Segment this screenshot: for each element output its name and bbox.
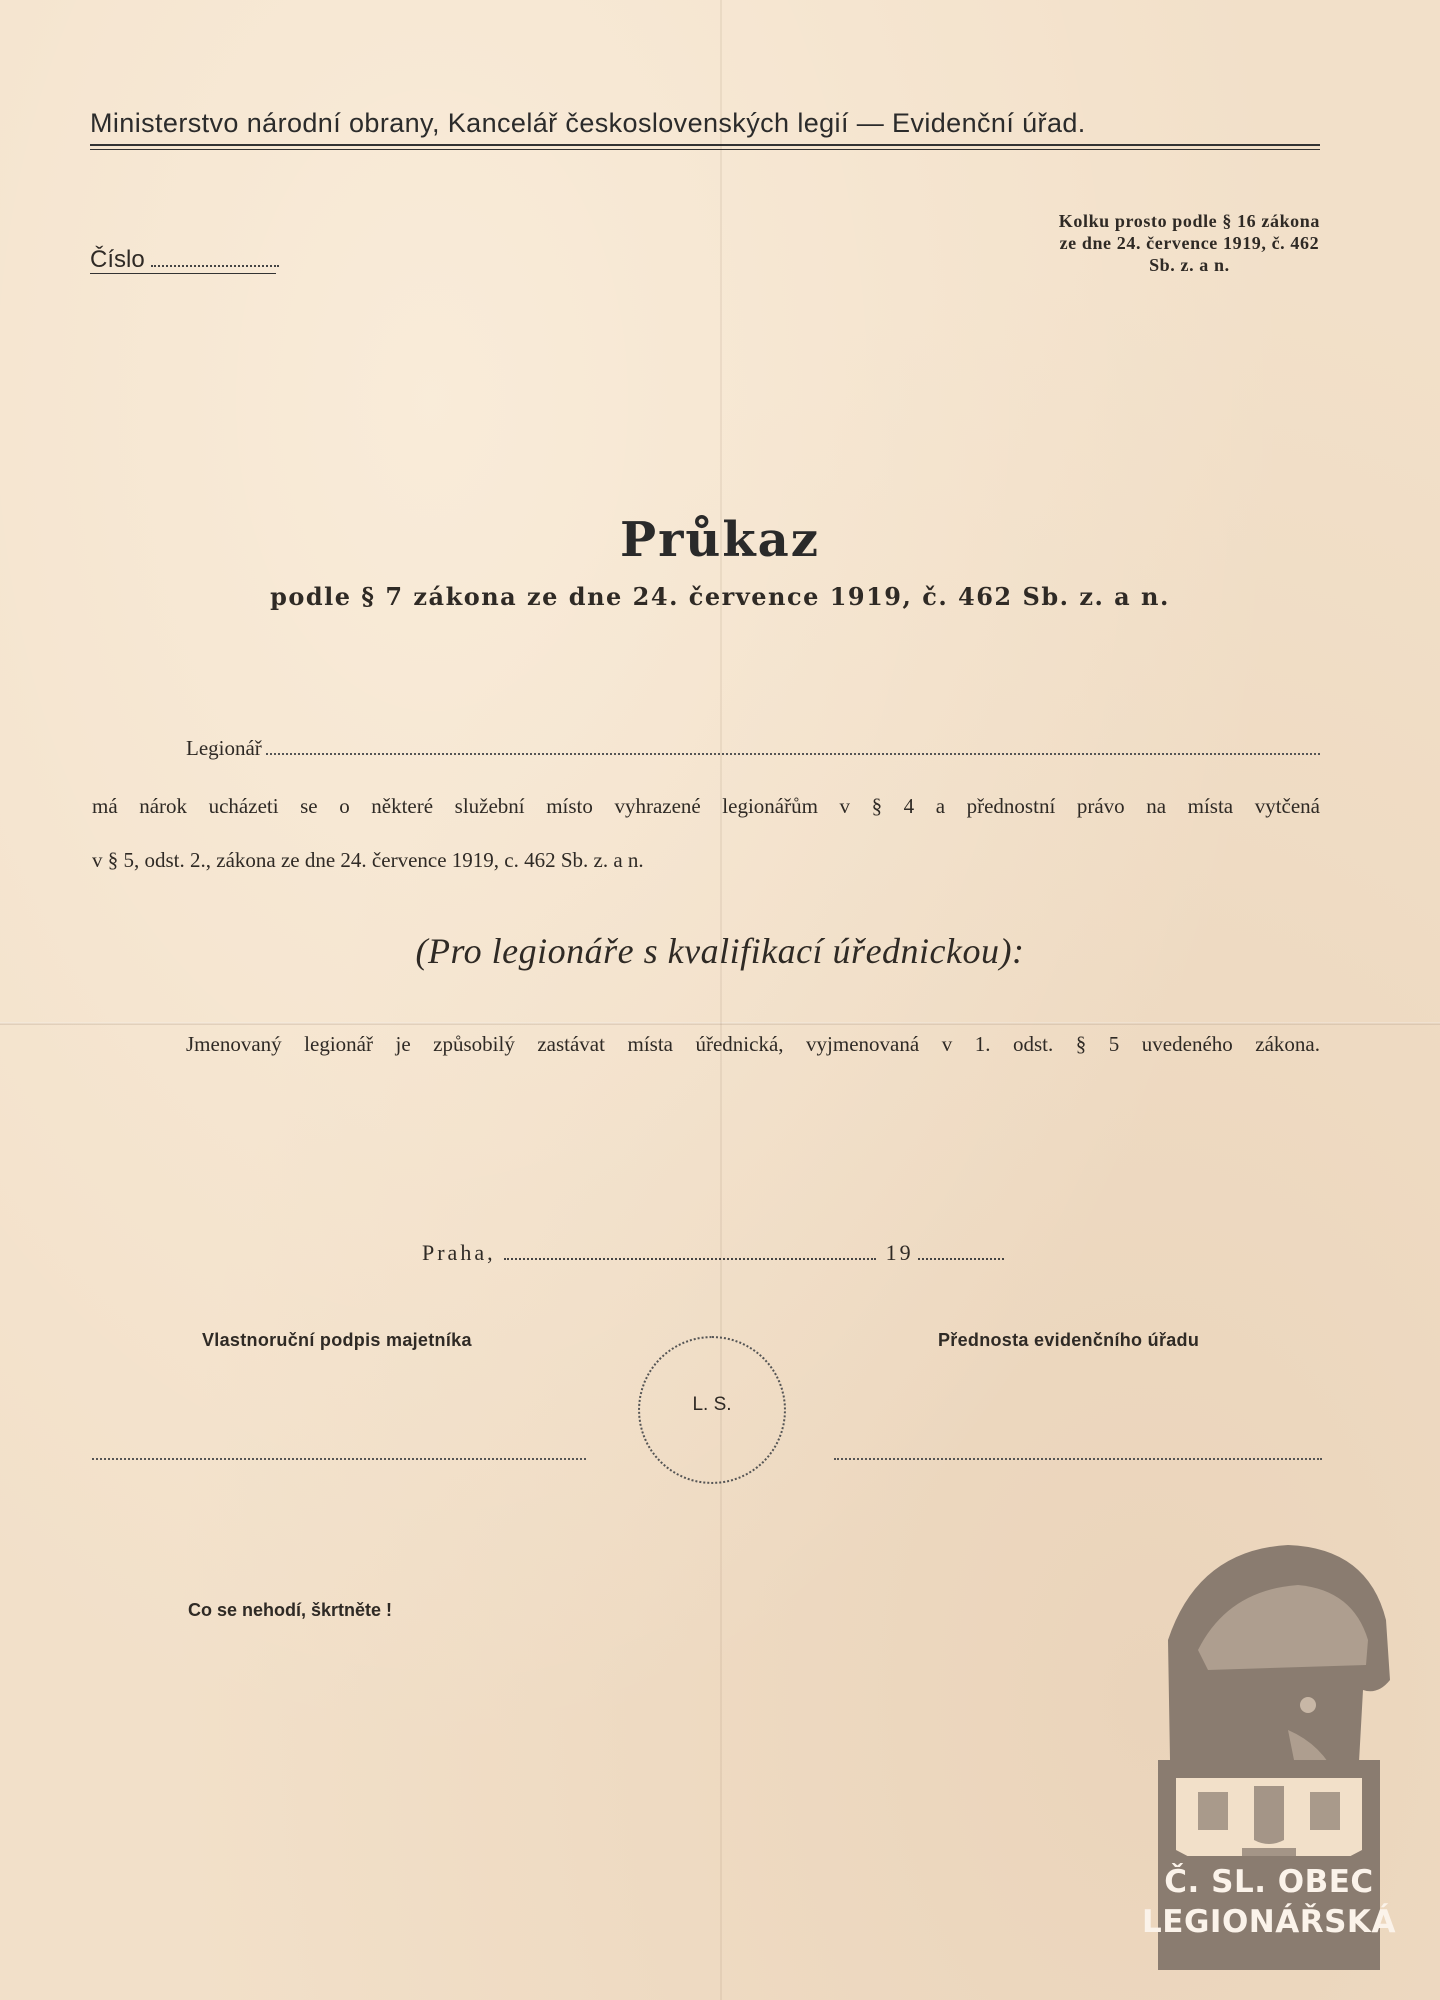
place-date-line [422,1240,1004,1266]
legionar-field [186,736,1320,761]
city-label: Praha, [422,1240,496,1265]
legionar-label: Legionář [186,736,262,760]
owner-signature-label: Vlastnoruční podpis majetníka [202,1330,472,1350]
header-rule-thin [90,149,1320,150]
stamp-note-line: Kolku prosto podle § 16 zákona [1058,211,1320,231]
owner-signature-line [92,1458,586,1460]
legionar-blank [266,752,1320,755]
stamp-exemption-note [1059,210,1320,276]
document-title: Průkaz [620,512,820,568]
number-underline [90,273,276,274]
seal-placeholder [638,1336,786,1484]
year-prefix: 19 [885,1240,914,1265]
entitlement-text: má nárok ucházeti se o některé služební místo vyhrazené legionářům v § 4 a přednostní právo na místa vytčená [92,794,1320,818]
logo-line-2: LEGIONÁŘSKÁ [1142,1904,1396,1940]
office-head-signature-line [834,1458,1322,1460]
office-head-label: Přednosta evidenčního úřadu [938,1330,1200,1350]
number-label: Číslo [90,246,145,273]
header-rule [90,144,1320,146]
paper-fold-vertical [720,0,722,2000]
ministry-header: Ministerstvo národní obrany, Kancelář československých legií — Evidenční úřad. [90,108,1086,138]
stamp-note-line: Sb. z. a n. [1149,255,1230,275]
year-blank [918,1258,1004,1260]
qualification-text: Jmenovaný legionář je způsobilý zastávat místa úřednická, vyjmenovaná v 1. odst. § 5 uvedeného zákona. [186,1032,1320,1056]
seal-text: L. S. [692,1394,732,1415]
date-blank [504,1258,876,1260]
strike-out-note: Co se nehodí, škrtněte ! [188,1600,393,1620]
stamp-note-line: ze dne 24. července 1919, č. 462 [1059,233,1320,253]
logo-text [1138,1862,1400,1942]
number-blank [151,265,279,267]
number-field [90,246,279,274]
entitlement-text-cont: v § 5, odst. 2., zákona ze dne 24. července 1919, c. 462 Sb. z. a n. [92,848,644,872]
document-subtitle: podle § 7 zákona ze dne 24. července 1919, č. 462 Sb. z. a n. [270,582,1170,611]
qualification-heading: (Pro legionáře s kvalifikací úřednickou): [415,931,1025,971]
logo-line-1: Č. SL. OBEC [1164,1864,1374,1900]
